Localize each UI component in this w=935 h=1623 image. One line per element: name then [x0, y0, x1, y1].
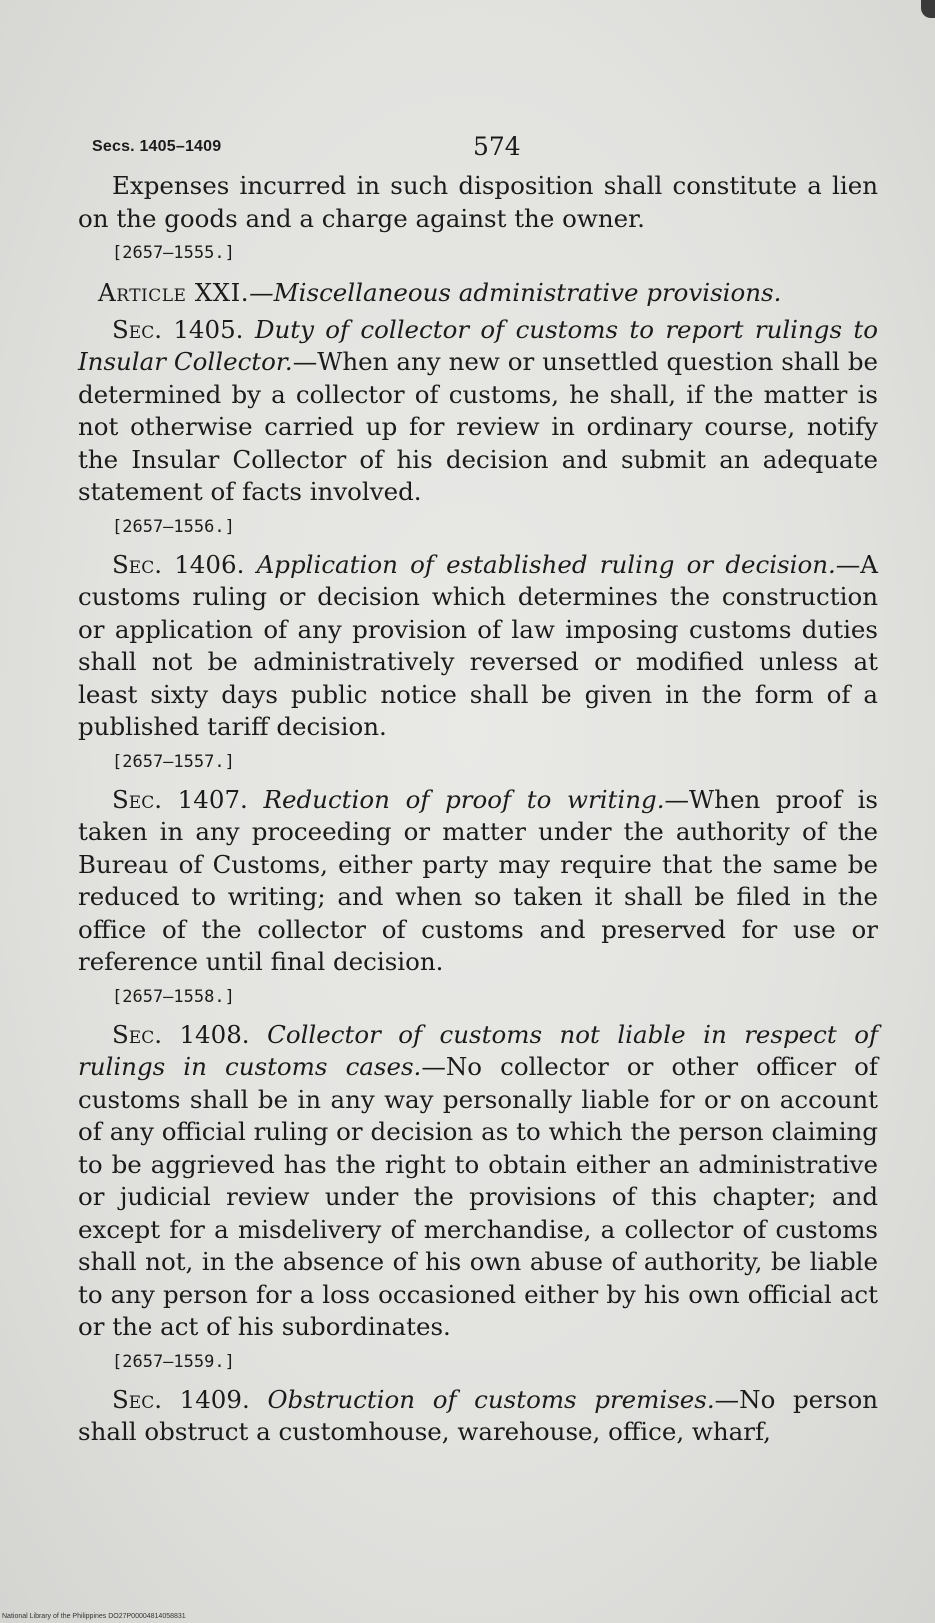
intro-reference: [2657—1555.] [112, 243, 235, 263]
section-body: —When proof is taken in any proceeding or matter under the authority of the Bureau of Customs, either party may require that the same be reduced to writing; and when so taken it shall be filed in the office of the collector of customs and preserved for use or reference until final decision. [78, 784, 878, 976]
section-number: Sec. 1406. [112, 549, 245, 579]
section-1405 [78, 314, 878, 509]
section-title: Duty of collector of customs to report rulings to Insular Collector. [78, 314, 878, 376]
section-title: Collector of customs not liable in respect of rulings in customs cases. [78, 1019, 879, 1081]
section-1406-reference: [2657—1557.] [112, 751, 235, 772]
section-body: —No collector or other officer of customs shall be in any way personally liable for or on account of any official ruling or decision as to which the person claiming to be aggrieved has the right to obtain either an administrative or judicial review under the provisions of this chapter; and except for a misdelivery of merchandise, a collector of customs shall not, in the absence of his own abuse of authority, be liable to any person for a loss occasioned either by his own official act or the act of his subordinates. [78, 1052, 878, 1341]
scan-footer: National Library of the Philippines DO27P00004814058831 [2, 1613, 186, 1620]
document-page [78, 130, 878, 1449]
intro-paragraph: Expenses incurred in such disposition shall constitute a lien on the goods and a charge against the owner. [78, 171, 878, 233]
section-1407 [78, 784, 878, 979]
section-1406 [78, 549, 878, 744]
section-range: Secs. 1405–1409 [92, 138, 222, 155]
section-body: —No person shall obstruct a customhouse, warehouse, office, wharf, [78, 1384, 878, 1446]
section-1408 [78, 1019, 878, 1344]
section-title: Application of established ruling or decision. [256, 549, 836, 579]
section-body: —A customs ruling or decision which determines the construction or application of any provision of law imposing customs duties shall not be administratively reversed or modified unless at least sixty days public notice shall be given in the form of a published tariff decision. [78, 549, 878, 741]
section-1405-reference: [2657—1556.] [112, 516, 235, 537]
page-number: 574 [473, 132, 521, 161]
article-heading [98, 277, 878, 310]
section-number: Sec. 1408. [112, 1019, 250, 1049]
article-label: Article XXI. [98, 278, 250, 307]
section-number: Sec. 1407. [112, 784, 248, 814]
section-number: Sec. 1405. [112, 314, 244, 344]
section-1409 [78, 1384, 878, 1449]
section-1407-reference: [2657—1558.] [112, 986, 235, 1007]
section-number: Sec. 1409. [112, 1384, 250, 1414]
section-title: Reduction of proof to writing. [263, 784, 665, 814]
running-head [78, 130, 878, 170]
section-1408-reference: [2657—1559.] [112, 1351, 235, 1372]
article-title: —Miscellaneous administrative provisions. [249, 278, 782, 307]
section-title: Obstruction of customs premises. [267, 1384, 715, 1414]
section-body: —When any new or unsettled question shall be determined by a collector of customs, he shall, if the matter is not otherwise carried up for review in ordinary course, notify the Insular Collector of his decision and submit an adequate statement of facts involved. [78, 347, 878, 506]
